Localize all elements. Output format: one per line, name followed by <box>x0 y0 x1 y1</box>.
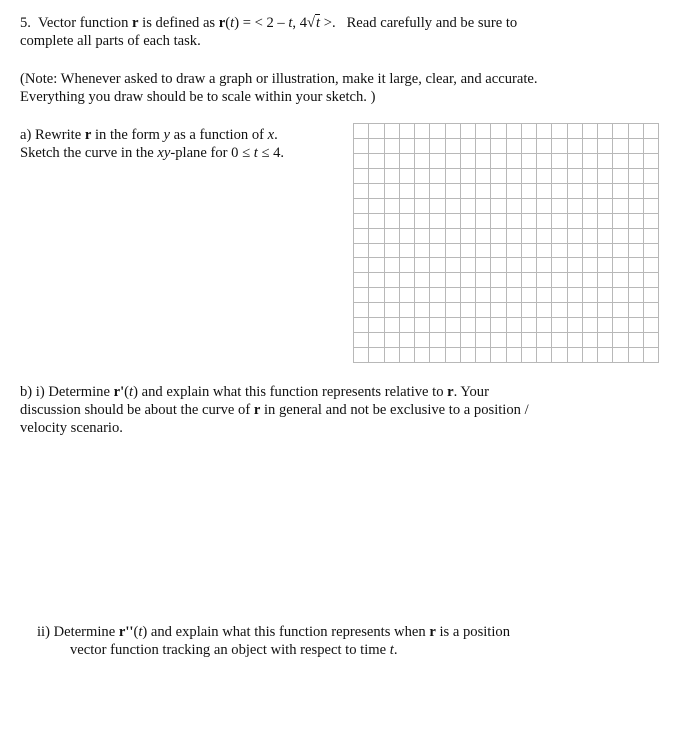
part-b-ii-line-1 <box>37 623 510 641</box>
part-b-ii <box>37 623 510 659</box>
square-root <box>307 14 320 32</box>
text: Sketch the curve in the <box>20 145 158 161</box>
part-a-line-2 <box>20 144 284 162</box>
text: in the form <box>91 127 164 143</box>
note-paragraph <box>20 70 538 106</box>
part-b-ii-line-2 <box>37 641 510 659</box>
question-5-line-2: complete all parts of each task. <box>20 33 201 49</box>
note-line-2: Everything you draw should be to scale within your sketch. ) <box>20 89 376 105</box>
text: is a position <box>435 624 510 640</box>
variable-x: x <box>267 127 275 143</box>
part-a-line-1 <box>20 126 284 144</box>
variable-t: t <box>316 15 321 31</box>
text: discussion should be about the curve of <box>20 402 254 418</box>
text: ( <box>133 624 139 640</box>
text: = < 2 – <box>239 15 289 31</box>
text: ≤ 4. <box>257 145 285 161</box>
text: in general and not be exclusive to a position / <box>260 402 529 418</box>
text: as a function of <box>169 127 268 143</box>
part-b-i-line-2 <box>20 401 529 419</box>
text: , 4 <box>292 15 308 31</box>
text: ) and explain what this function represents when <box>142 624 430 640</box>
vector-r-double-prime: r'' <box>118 624 134 640</box>
text: b) i) Determine <box>20 384 114 400</box>
variable-y: y <box>163 127 170 143</box>
question-5-line-1 <box>20 14 517 32</box>
variable-t: t <box>288 15 293 31</box>
part-a <box>20 126 284 162</box>
text: ( <box>225 15 231 31</box>
text: -plane for 0 ≤ <box>170 145 254 161</box>
graph-paper-grid <box>353 123 659 363</box>
text: is defined as <box>138 15 219 31</box>
text: Vector function <box>38 15 133 31</box>
variable-t: t <box>230 15 235 31</box>
part-b-i <box>20 383 529 437</box>
note-line-1: (Note: Whenever asked to draw a graph or illustration, make it large, clear, and accurate. <box>20 71 538 87</box>
vector-r: r <box>218 15 226 31</box>
text: Read carefully and be sure to <box>346 15 518 31</box>
variable-t: t <box>129 384 134 400</box>
vector-r: r <box>253 402 261 418</box>
text: . <box>393 642 398 658</box>
part-b-i-line-3: velocity scenario. <box>20 420 123 436</box>
vector-r: r <box>84 127 92 143</box>
vector-r: r <box>447 384 454 400</box>
part-b-i-line-1 <box>20 383 529 401</box>
vector-r-prime: r' <box>113 384 125 400</box>
text: ) <box>234 15 240 31</box>
variable-t: t <box>389 642 394 658</box>
text: a) Rewrite <box>20 127 85 143</box>
variable-xy: xy <box>157 145 171 161</box>
variable-t: t <box>138 624 143 640</box>
text: . Your <box>453 384 489 400</box>
text: ( <box>124 384 130 400</box>
question-5-statement <box>20 14 517 50</box>
text: . <box>274 127 278 143</box>
vector-r: r <box>429 624 436 640</box>
radical-sign: √ <box>307 15 316 31</box>
text: vector function tracking an object with respect to time <box>70 642 390 658</box>
text: >. <box>320 15 336 31</box>
question-number: 5. <box>20 15 31 31</box>
text: ii) Determine <box>37 624 119 640</box>
variable-t: t <box>253 145 258 161</box>
vector-r: r <box>132 15 139 31</box>
text: ) and explain what this function represents relative to <box>133 384 448 400</box>
